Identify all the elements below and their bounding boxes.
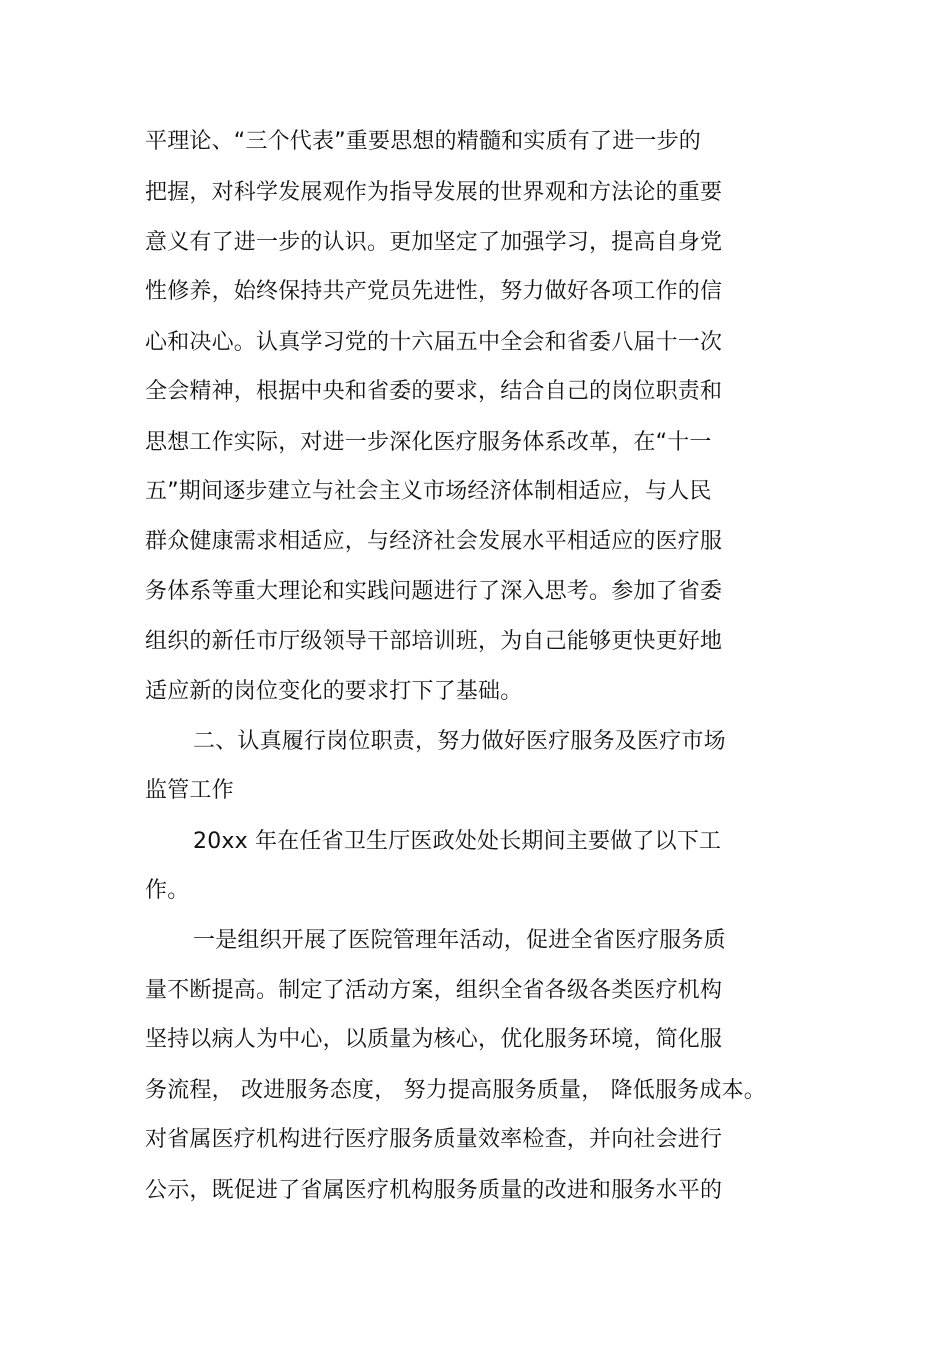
text-line: 适应新的岗位变化的要求打下了基础。 (145, 679, 523, 704)
text-line: 意义有了进一步的认识。更加坚定了加强学习，提高自身党 (145, 230, 723, 255)
text-line: 平理论、“三个代表”重要思想的精髓和实质有了进一步的 (145, 129, 701, 154)
text-line: 务体系等重大理论和实践问题进行了深入思考。参加了省委 (145, 579, 723, 604)
text-line: 务流程， 改进服务态度， 努力提高服务质量， 降低服务成本。 (145, 1078, 766, 1103)
text-line: 对省属医疗机构进行医疗服务质量效率检查，并向社会进行 (145, 1127, 723, 1152)
text-line: 作。 (145, 878, 190, 903)
text-line: 组织的新任市厅级领导干部培训班，为自己能够更快更好地 (145, 629, 723, 654)
text-line: 群众健康需求相适应，与经济社会发展水平相适应的医疗服 (145, 529, 723, 554)
section-heading-line: 二、认真履行岗位职责，努力做好医疗服务及医疗市场 (193, 729, 726, 754)
text-line: 性修养，始终保持共产党员先进性，努力做好各项工作的信 (145, 279, 723, 304)
text-line: 把握，对科学发展观作为指导发展的世界观和方法论的重要 (145, 180, 723, 205)
text-line: 公示，既促进了省属医疗机构服务质量的改进和服务水平的 (145, 1178, 723, 1203)
text-line: 全会精神，根据中央和省委的要求，结合自己的岗位职责和 (145, 379, 723, 404)
text-line: 心和决心。认真学习党的十六届五中全会和省委八届十一次 (145, 330, 723, 355)
text-line: 量不断提高。制定了活动方案，组织全省各级各类医疗机构 (145, 978, 723, 1003)
text-line: 20xx 年在任省卫生厅医政处处长期间主要做了以下工 (193, 829, 722, 854)
section-heading-line: 监管工作 (145, 778, 234, 803)
text-line: 一是组织开展了医院管理年活动，促进全省医疗服务质 (193, 928, 726, 953)
text-line: 坚持以病人为中心，以质量为核心，优化服务环境，简化服 (145, 1027, 723, 1052)
text-line: 五”期间逐步建立与社会主义市场经济体制相适应，与人民 (145, 479, 712, 504)
text-line: 思想工作实际，对进一步深化医疗服务体系改革，在“十一 (145, 430, 712, 455)
